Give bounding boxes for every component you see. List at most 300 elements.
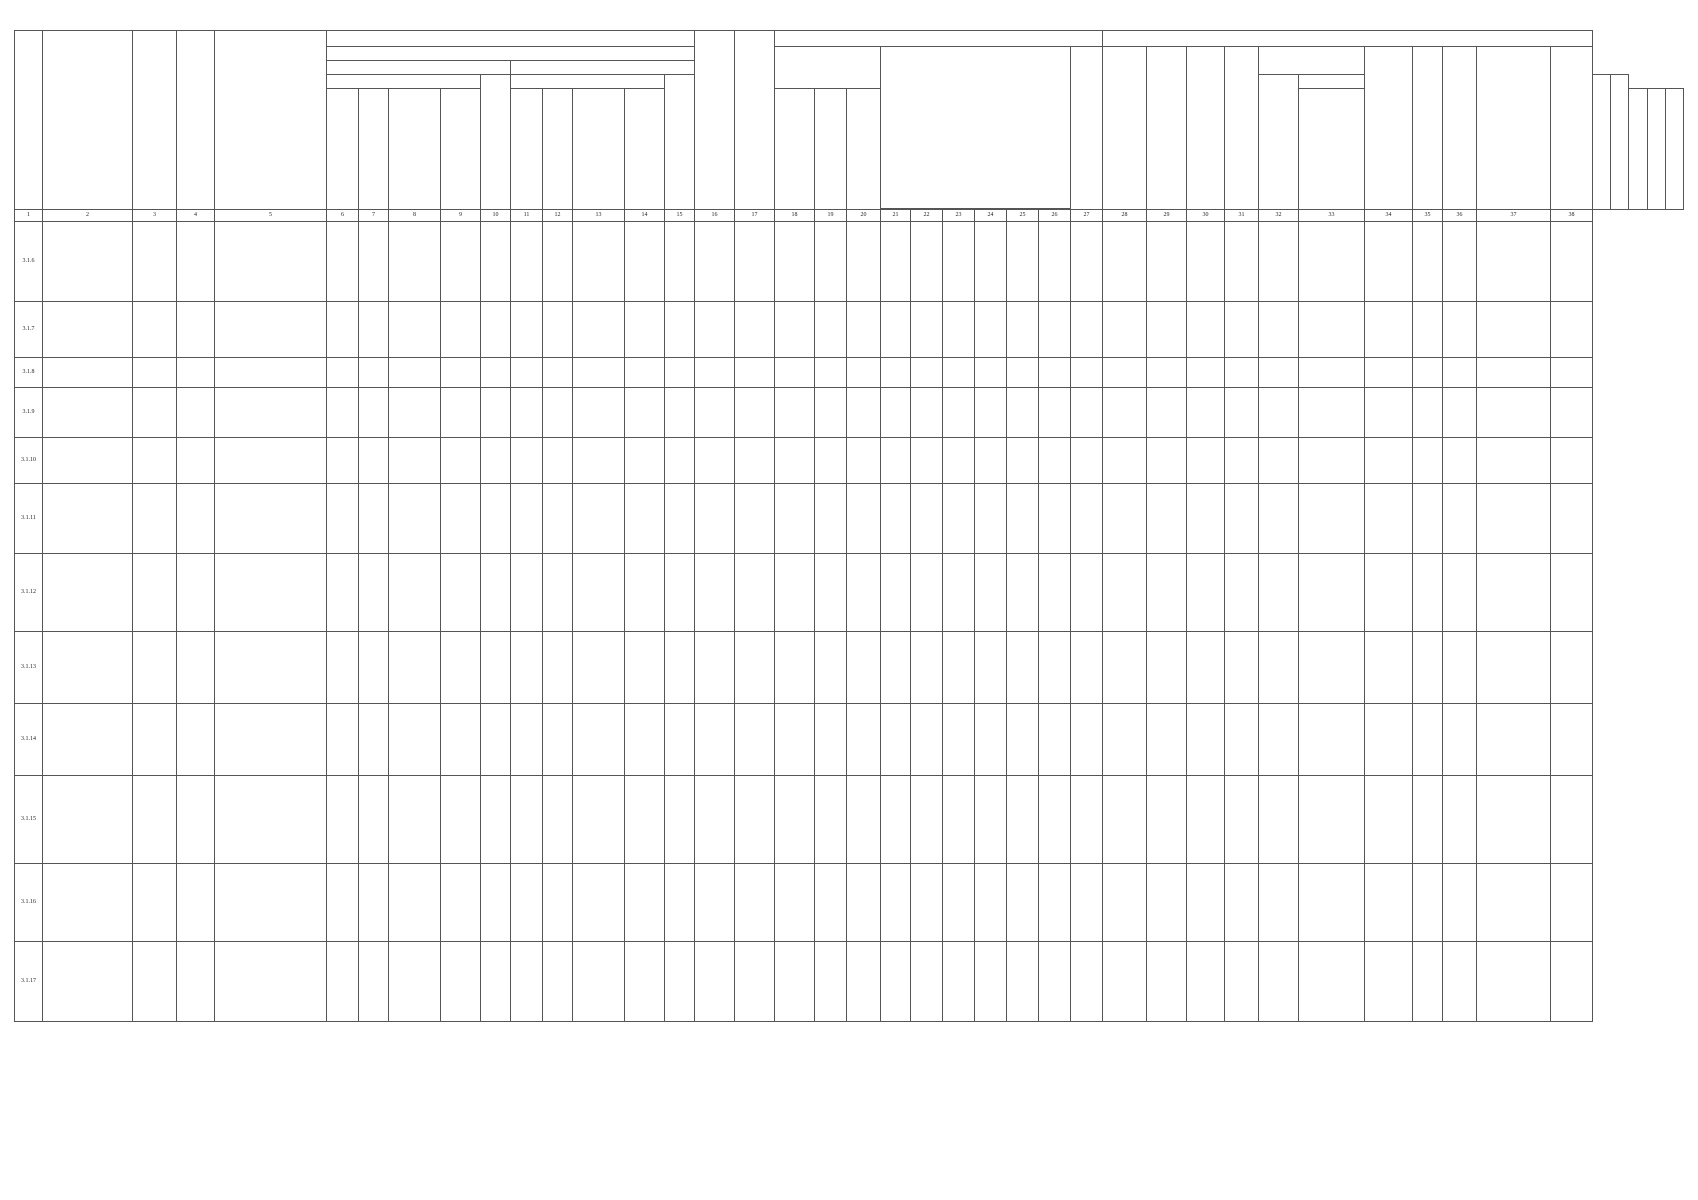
table-cell — [1039, 484, 1071, 554]
table-cell — [359, 776, 389, 864]
column-number: 35 — [1413, 210, 1443, 222]
table-cell — [975, 864, 1007, 942]
header-cell — [1299, 89, 1365, 210]
table-cell — [389, 776, 441, 864]
table-cell — [1413, 632, 1443, 704]
table-cell — [573, 864, 625, 942]
table-cell — [327, 704, 359, 776]
table-cell — [1225, 632, 1259, 704]
table-cell — [625, 864, 665, 942]
column-number: 25 — [1007, 210, 1039, 222]
header-cell — [1443, 47, 1477, 210]
table-cell — [573, 942, 625, 1022]
header-cell — [543, 89, 573, 210]
table-cell — [1477, 222, 1551, 302]
column-number: 13 — [573, 210, 625, 222]
table-cell — [975, 942, 1007, 1022]
table-cell — [511, 864, 543, 942]
table-cell — [543, 776, 573, 864]
table-cell — [975, 222, 1007, 302]
table-cell — [1103, 302, 1147, 358]
column-number: 14 — [625, 210, 665, 222]
table-cell — [1259, 222, 1299, 302]
table-cell — [389, 438, 441, 484]
table-cell — [1551, 302, 1593, 358]
header-cell — [1413, 47, 1443, 210]
table-cell — [1551, 942, 1593, 1022]
table-cell — [1187, 632, 1225, 704]
table-cell: 3.1.12 — [15, 554, 43, 632]
table-cell — [481, 864, 511, 942]
table-cell — [133, 864, 177, 942]
table-cell — [1443, 554, 1477, 632]
table-cell — [1259, 864, 1299, 942]
table-cell — [359, 864, 389, 942]
table-cell — [775, 776, 815, 864]
column-number: 9 — [441, 210, 481, 222]
table-cell — [441, 704, 481, 776]
table-cell: 3.1.9 — [15, 388, 43, 438]
table-cell — [1551, 388, 1593, 438]
table-cell — [735, 632, 775, 704]
table-cell — [359, 942, 389, 1022]
table-cell — [177, 388, 215, 438]
table-cell — [573, 388, 625, 438]
table-cell — [775, 302, 815, 358]
table-cell — [359, 438, 389, 484]
table-cell — [1007, 554, 1039, 632]
table-cell — [1071, 438, 1103, 484]
table-cell — [847, 864, 881, 942]
table-cell — [847, 942, 881, 1022]
table-cell — [389, 632, 441, 704]
table-cell — [543, 942, 573, 1022]
table-cell — [1225, 302, 1259, 358]
table-cell — [389, 942, 441, 1022]
table-cell — [735, 438, 775, 484]
table-cell — [1147, 554, 1187, 632]
table-cell — [1071, 704, 1103, 776]
table-cell — [511, 388, 543, 438]
column-number: 18 — [775, 210, 815, 222]
table-cell — [573, 222, 625, 302]
table-cell — [775, 388, 815, 438]
table-cell — [133, 484, 177, 554]
table-cell — [359, 554, 389, 632]
table-cell — [695, 388, 735, 438]
table-cell — [881, 438, 911, 484]
table-cell — [775, 942, 815, 1022]
table-cell — [1259, 554, 1299, 632]
table-cell — [1225, 358, 1259, 388]
column-number: 4 — [177, 210, 215, 222]
table-cell — [1365, 864, 1413, 942]
table-cell — [1007, 388, 1039, 438]
column-number: 36 — [1443, 210, 1477, 222]
table-cell — [775, 484, 815, 554]
table-cell — [511, 554, 543, 632]
table-cell — [327, 554, 359, 632]
table-cell — [911, 704, 943, 776]
table-cell — [625, 484, 665, 554]
table-cell — [847, 484, 881, 554]
table-cell — [1039, 704, 1071, 776]
table-cell — [327, 222, 359, 302]
column-number: 26 — [1039, 210, 1071, 222]
column-number: 7 — [359, 210, 389, 222]
table-cell — [359, 484, 389, 554]
table-body — [15, 222, 1684, 1022]
table-cell — [1147, 942, 1187, 1022]
table-cell — [815, 704, 847, 776]
column-number: 29 — [1147, 210, 1187, 222]
table-cell — [1365, 632, 1413, 704]
table-cell — [695, 484, 735, 554]
column-number: 24 — [975, 210, 1007, 222]
table-cell — [665, 484, 695, 554]
table-cell — [1071, 632, 1103, 704]
column-number: 28 — [1103, 210, 1147, 222]
table-cell: 3.1.13 — [15, 632, 43, 704]
table-cell — [481, 554, 511, 632]
table-cell — [1071, 302, 1103, 358]
table-cell — [975, 704, 1007, 776]
table-cell — [573, 438, 625, 484]
table-cell — [881, 302, 911, 358]
table-cell — [1187, 704, 1225, 776]
table-cell — [847, 554, 881, 632]
table-cell — [441, 388, 481, 438]
table-cell — [573, 776, 625, 864]
table-cell — [1103, 704, 1147, 776]
table-cell — [1365, 484, 1413, 554]
table-cell — [911, 632, 943, 704]
table-cell — [1039, 438, 1071, 484]
table-cell — [177, 554, 215, 632]
table-cell — [1147, 704, 1187, 776]
table-cell — [215, 302, 327, 358]
header-cell — [1593, 75, 1611, 210]
table-cell — [1299, 484, 1365, 554]
table-cell — [943, 776, 975, 864]
table-cell — [625, 776, 665, 864]
table-cell — [1007, 358, 1039, 388]
table-cell — [735, 554, 775, 632]
table-cell — [177, 302, 215, 358]
table-cell — [735, 942, 775, 1022]
table-cell — [975, 302, 1007, 358]
table-cell — [1443, 388, 1477, 438]
table-cell — [511, 358, 543, 388]
header-cell — [1225, 47, 1259, 210]
table-cell — [1007, 222, 1039, 302]
table-cell: 3.1.8 — [15, 358, 43, 388]
table-cell — [441, 438, 481, 484]
table-cell — [1039, 942, 1071, 1022]
table-cell — [1443, 704, 1477, 776]
table-cell — [133, 388, 177, 438]
table-cell — [943, 942, 975, 1022]
table-cell — [1071, 388, 1103, 438]
table-cell — [389, 388, 441, 438]
table-cell — [481, 358, 511, 388]
table-cell — [943, 358, 975, 388]
table-cell — [441, 554, 481, 632]
table-cell — [975, 776, 1007, 864]
table-cell — [481, 942, 511, 1022]
table-cell — [815, 776, 847, 864]
table-cell — [1039, 776, 1071, 864]
column-number: 23 — [943, 210, 975, 222]
table-cell — [573, 704, 625, 776]
table-cell — [1103, 554, 1147, 632]
table-cell — [327, 484, 359, 554]
header-cell — [327, 75, 481, 89]
header-cell — [215, 31, 327, 210]
table-cell — [1007, 942, 1039, 1022]
table-cell — [543, 438, 573, 484]
table-cell — [975, 484, 1007, 554]
table-cell — [543, 632, 573, 704]
table-row — [15, 776, 1684, 864]
table-cell — [1365, 704, 1413, 776]
table-cell — [327, 388, 359, 438]
table-cell — [735, 704, 775, 776]
table-cell — [975, 438, 1007, 484]
table-cell — [1551, 358, 1593, 388]
table-cell — [1365, 222, 1413, 302]
header-cell — [815, 89, 847, 210]
table-cell — [1299, 222, 1365, 302]
table-cell — [975, 554, 1007, 632]
table-cell — [1259, 302, 1299, 358]
table-cell — [573, 554, 625, 632]
table-cell — [1225, 222, 1259, 302]
table-cell — [1365, 302, 1413, 358]
table-cell — [775, 632, 815, 704]
table-cell — [881, 554, 911, 632]
table-cell — [1259, 704, 1299, 776]
table-row — [15, 632, 1684, 704]
header-cell — [1299, 75, 1413, 89]
table-cell — [543, 864, 573, 942]
table-cell — [1413, 554, 1443, 632]
table-cell — [911, 484, 943, 554]
table-cell — [133, 554, 177, 632]
table-cell — [133, 302, 177, 358]
table-cell — [1413, 864, 1443, 942]
table-cell — [441, 484, 481, 554]
table-cell — [1413, 222, 1443, 302]
table-cell — [1225, 942, 1259, 1022]
table-cell — [665, 222, 695, 302]
header-cell — [625, 89, 665, 210]
table-cell — [1187, 484, 1225, 554]
table-cell — [573, 484, 625, 554]
column-number: 1 — [15, 210, 43, 222]
table-cell — [911, 358, 943, 388]
table-cell — [177, 358, 215, 388]
header-cell — [1629, 89, 1647, 210]
column-number: 21 — [881, 210, 911, 222]
table-cell — [327, 864, 359, 942]
table-cell — [1477, 302, 1551, 358]
table-cell — [481, 484, 511, 554]
table-cell — [943, 302, 975, 358]
table-row — [15, 864, 1684, 942]
header-cell — [1665, 89, 1683, 210]
table-cell — [815, 438, 847, 484]
table-cell — [543, 554, 573, 632]
table-cell: 3.1.15 — [15, 776, 43, 864]
table-cell — [215, 358, 327, 388]
table-cell — [1147, 632, 1187, 704]
header-cell — [133, 31, 177, 210]
table-cell — [775, 358, 815, 388]
header-cell — [573, 89, 625, 210]
table-cell — [943, 222, 975, 302]
header-cell — [1147, 47, 1187, 210]
table-cell — [133, 358, 177, 388]
table-cell — [1443, 942, 1477, 1022]
table-cell — [1443, 776, 1477, 864]
table-cell — [215, 438, 327, 484]
table-cell — [481, 776, 511, 864]
table-cell — [177, 438, 215, 484]
column-number: 17 — [735, 210, 775, 222]
table-cell — [1477, 388, 1551, 438]
table-cell — [943, 484, 975, 554]
column-number: 20 — [847, 210, 881, 222]
table-cell — [1225, 704, 1259, 776]
table-row — [15, 942, 1684, 1022]
table-cell — [881, 704, 911, 776]
header-cell — [1071, 47, 1103, 210]
table-cell — [43, 484, 133, 554]
table-cell — [1413, 942, 1443, 1022]
table-cell — [573, 302, 625, 358]
column-number: 19 — [815, 210, 847, 222]
table-cell — [1477, 358, 1551, 388]
column-number-row — [15, 210, 1684, 222]
table-cell: 3.1.11 — [15, 484, 43, 554]
table-cell — [1259, 484, 1299, 554]
table-cell — [1187, 358, 1225, 388]
table-cell — [1039, 864, 1071, 942]
column-number: 16 — [695, 210, 735, 222]
table-cell — [1187, 864, 1225, 942]
table-cell — [735, 776, 775, 864]
table-cell — [327, 632, 359, 704]
table-cell — [43, 776, 133, 864]
table-cell — [815, 942, 847, 1022]
table-cell — [1365, 942, 1413, 1022]
table-cell — [43, 222, 133, 302]
table-cell — [177, 222, 215, 302]
table-cell — [1259, 358, 1299, 388]
header-cell — [481, 75, 511, 210]
table-cell — [1071, 942, 1103, 1022]
table-cell — [1551, 438, 1593, 484]
column-number: 37 — [1477, 210, 1551, 222]
table-cell — [625, 942, 665, 1022]
header-cell — [775, 31, 1103, 47]
table-cell — [1103, 388, 1147, 438]
table-cell — [911, 864, 943, 942]
table-cell — [1225, 438, 1259, 484]
header-cell — [775, 47, 881, 89]
table-row — [15, 554, 1684, 632]
table-row — [15, 438, 1684, 484]
table-cell — [1477, 704, 1551, 776]
table-cell — [1413, 438, 1443, 484]
table-cell — [1259, 438, 1299, 484]
table-cell — [511, 438, 543, 484]
table-cell — [735, 864, 775, 942]
table-cell — [1299, 632, 1365, 704]
table-cell — [847, 388, 881, 438]
table-cell — [1551, 704, 1593, 776]
table-cell — [911, 438, 943, 484]
table-cell — [481, 388, 511, 438]
table-cell — [881, 864, 911, 942]
table-cell — [133, 632, 177, 704]
table-cell — [1187, 554, 1225, 632]
table-cell — [1413, 484, 1443, 554]
header-cell — [359, 89, 389, 210]
table-cell — [1551, 864, 1593, 942]
table-cell — [735, 388, 775, 438]
header-cell — [1551, 47, 1593, 210]
table-cell — [695, 222, 735, 302]
header-cell — [43, 31, 133, 210]
table-cell — [177, 864, 215, 942]
header-cell — [695, 31, 735, 210]
header-cell — [847, 89, 881, 210]
table-cell — [695, 704, 735, 776]
table-cell — [1071, 484, 1103, 554]
table-cell — [847, 438, 881, 484]
table-cell — [543, 302, 573, 358]
table-cell — [1147, 222, 1187, 302]
table-cell — [43, 302, 133, 358]
table-cell — [1225, 776, 1259, 864]
table-cell — [815, 302, 847, 358]
table-cell — [389, 864, 441, 942]
table-row — [15, 358, 1684, 388]
header-cell — [1611, 75, 1629, 210]
table-cell — [359, 388, 389, 438]
table-cell — [359, 704, 389, 776]
table-cell — [735, 358, 775, 388]
table-cell — [177, 942, 215, 1022]
table-cell — [911, 554, 943, 632]
table-cell — [625, 222, 665, 302]
table-cell: 3.1.10 — [15, 438, 43, 484]
table-cell — [735, 302, 775, 358]
table-cell — [543, 484, 573, 554]
table-cell — [359, 632, 389, 704]
table-cell — [1225, 864, 1259, 942]
table-cell — [775, 222, 815, 302]
table-cell — [1299, 554, 1365, 632]
table-cell — [815, 388, 847, 438]
table-cell — [215, 632, 327, 704]
table-cell — [625, 302, 665, 358]
table-row — [15, 302, 1684, 358]
table-cell — [215, 704, 327, 776]
table-cell — [1259, 776, 1299, 864]
